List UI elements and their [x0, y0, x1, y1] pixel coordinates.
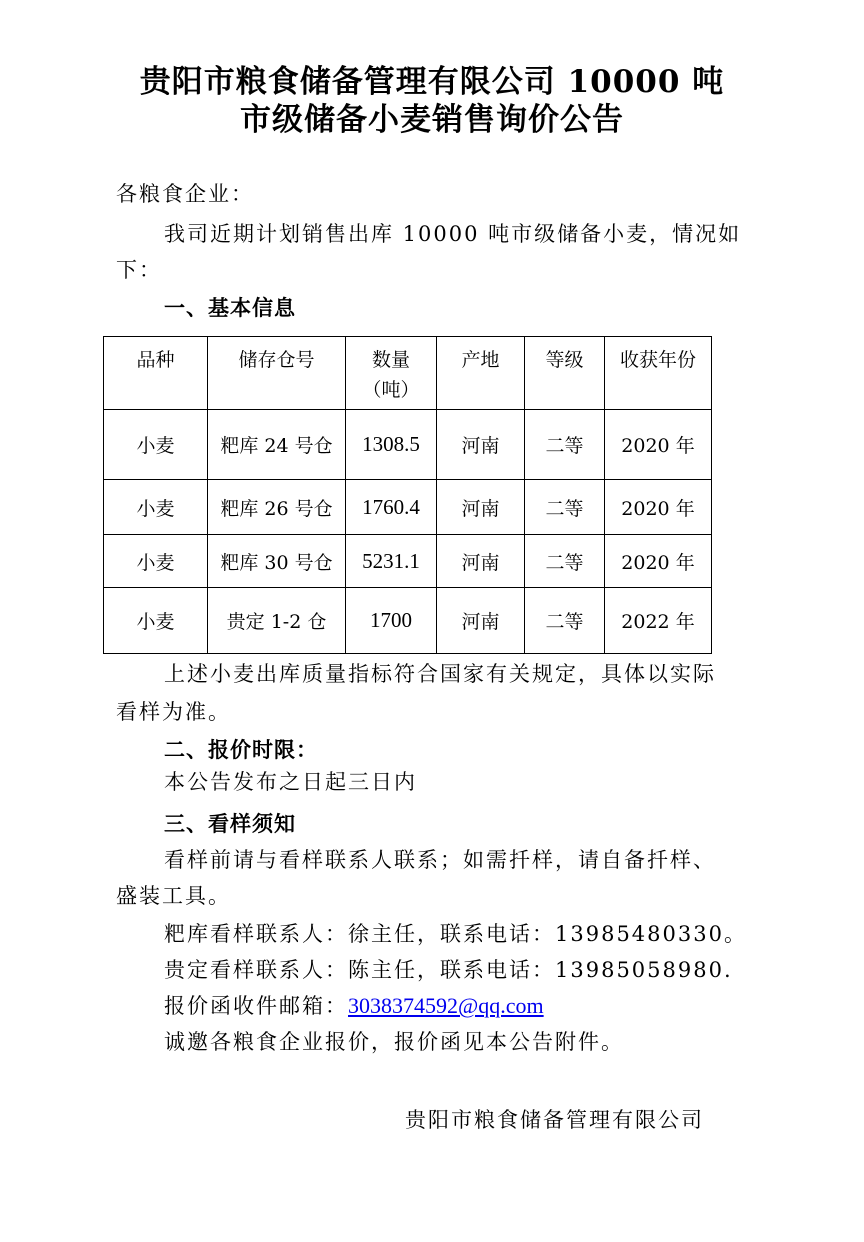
- header-quantity-unit: （吨）: [362, 379, 420, 401]
- header-quantity: [346, 337, 437, 410]
- table-row: [104, 480, 712, 535]
- cell-harvest-year: 2020 年: [605, 535, 712, 588]
- section-1-heading: 一、基本信息: [164, 296, 296, 320]
- cell-grade: 二等: [525, 535, 605, 588]
- cell-quantity: 1760.4: [346, 480, 437, 535]
- basic-info-table: [103, 336, 712, 654]
- cell-storage-bin: 粑库 30 号仓: [208, 535, 346, 588]
- title-line-1: 贵阳市粮食储备管理有限公司 10000 吨: [139, 64, 725, 100]
- intro-line-2: 下：: [116, 258, 162, 282]
- cell-grade: 二等: [525, 410, 605, 480]
- cell-harvest-year: 2020 年: [605, 480, 712, 535]
- header-grade: 等级: [525, 337, 605, 410]
- cell-variety: 小麦: [104, 410, 208, 480]
- contact-baku: 粑库看样联系人：徐主任，联系电话：13985480330。: [164, 922, 747, 946]
- cell-grade: 二等: [525, 480, 605, 535]
- cell-origin: 河南: [437, 480, 525, 535]
- cell-storage-bin: 粑库 26 号仓: [208, 480, 346, 535]
- cell-variety: 小麦: [104, 535, 208, 588]
- header-quantity-label: 数量: [371, 349, 410, 371]
- table-header-row: [104, 337, 712, 410]
- cell-variety: 小麦: [104, 588, 208, 654]
- quote-deadline: 本公告发布之日起三日内: [164, 770, 417, 794]
- cell-origin: 河南: [437, 410, 525, 480]
- cell-harvest-year: 2022 年: [605, 588, 712, 654]
- cell-storage-bin: 粑库 24 号仓: [208, 410, 346, 480]
- table-row: [104, 535, 712, 588]
- invitation: 诚邀各粮食企业报价，报价函见本公告附件。: [164, 1030, 624, 1054]
- cell-origin: 河南: [437, 588, 525, 654]
- cell-quantity: 1700: [346, 588, 437, 654]
- table-row: [104, 410, 712, 480]
- cell-quantity: 1308.5: [346, 410, 437, 480]
- salutation: 各粮食企业：: [116, 182, 254, 206]
- quality-note-line-2: 看样为准。: [116, 700, 231, 724]
- cell-grade: 二等: [525, 588, 605, 654]
- cell-origin: 河南: [437, 535, 525, 588]
- header-variety: 品种: [104, 337, 208, 410]
- cell-storage-bin: 贵定 1-2 仓: [208, 588, 346, 654]
- section-3-heading: 三、看样须知: [164, 812, 296, 836]
- title-line-2: 市级储备小麦销售询价公告: [240, 102, 624, 138]
- sampling-note-line-2: 盛装工具。: [116, 884, 231, 908]
- intro-line-1: 我司近期计划销售出库 10000 吨市级储备小麦，情况如: [164, 222, 742, 246]
- quality-note-line-1: 上述小麦出库质量指标符合国家有关规定，具体以实际: [164, 662, 716, 686]
- contact-guiding: 贵定看样联系人：陈主任，联系电话：13985058980.: [164, 958, 733, 982]
- table-row: [104, 588, 712, 654]
- email-link[interactable]: 3038374592@qq.com: [348, 993, 544, 1018]
- cell-harvest-year: 2020 年: [605, 410, 712, 480]
- email-label: 报价函收件邮箱：: [164, 994, 348, 1018]
- signature: 贵阳市粮食储备管理有限公司: [405, 1108, 704, 1132]
- cell-quantity: 5231.1: [346, 535, 437, 588]
- header-origin: 产地: [437, 337, 525, 410]
- section-2-heading: 二、报价时限：: [164, 738, 318, 762]
- sampling-note-line-1: 看样前请与看样联系人联系；如需扦样，请自备扦样、: [164, 848, 716, 872]
- email-line: [164, 990, 544, 1022]
- header-harvest-year: 收获年份: [605, 337, 712, 410]
- header-storage-bin: 储存仓号: [208, 337, 346, 410]
- cell-variety: 小麦: [104, 480, 208, 535]
